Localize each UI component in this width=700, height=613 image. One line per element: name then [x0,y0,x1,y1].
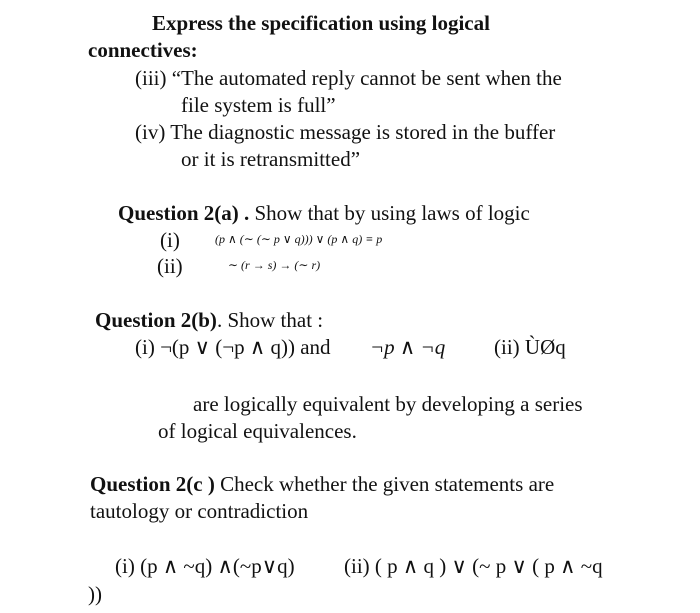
spec-heading-line-2: connectives: [88,38,198,62]
question-2b-ii-text: (ii) ÙØq [494,335,566,359]
question-2c-text-line-2: tautology or contradiction [90,499,309,523]
question-2b-i-expression: ¬p ∧ ¬q [370,335,446,359]
question-2b-continuation-1: are logically equivalent by developing a series [193,392,583,416]
question-2a-i-label: (i) [160,228,180,252]
question-2c-text: Check whether the given statements are [220,472,555,496]
spec-item-iii-line-2: file system is full” [181,93,336,117]
question-2a-label: Question 2(a) . [118,201,250,225]
question-2b-label: Question 2(b) [95,308,217,332]
question-2c-label: Question 2(c ) [90,472,215,496]
question-2c-line [90,472,554,496]
spec-item-iv-line-1: (iv) The diagnostic message is stored in the buffer [135,120,556,144]
question-2c-ii-tail: )) [88,582,102,606]
question-2c-i-expression: (i) (p ∧ ~q) ∧(~p∨q) [115,554,295,578]
question-2a-ii-expression: ∼ (r → s) → (∼ r) [228,258,321,272]
question-2b-i-text: (i) ¬(p ∨ (¬p ∧ q)) and [135,335,331,359]
question-2b-continuation-2: of logical equivalences. [158,419,357,443]
spec-item-iii-line-1: (iii) “The automated reply cannot be sent when the [135,66,562,90]
question-2a-ii-label: (ii) [157,254,183,278]
spec-heading-line-1: Express the specification using logical [152,11,490,35]
question-2a-line [118,201,530,225]
question-2c-ii-expression: (ii) ( p ∧ q ) ∨ (~ p ∨ ( p ∧ ~q [344,554,603,578]
question-2a-text: Show that by using laws of logic [254,201,530,225]
question-2a-i-expression: (p ∧ (∼ (∼ p ∨ q))) ∨ (p ∧ q) ≡ p [215,232,383,246]
spec-item-iv-line-2: or it is retransmitted” [181,147,361,171]
question-2b-line [95,308,323,332]
question-2b-text: . Show that : [216,308,324,332]
